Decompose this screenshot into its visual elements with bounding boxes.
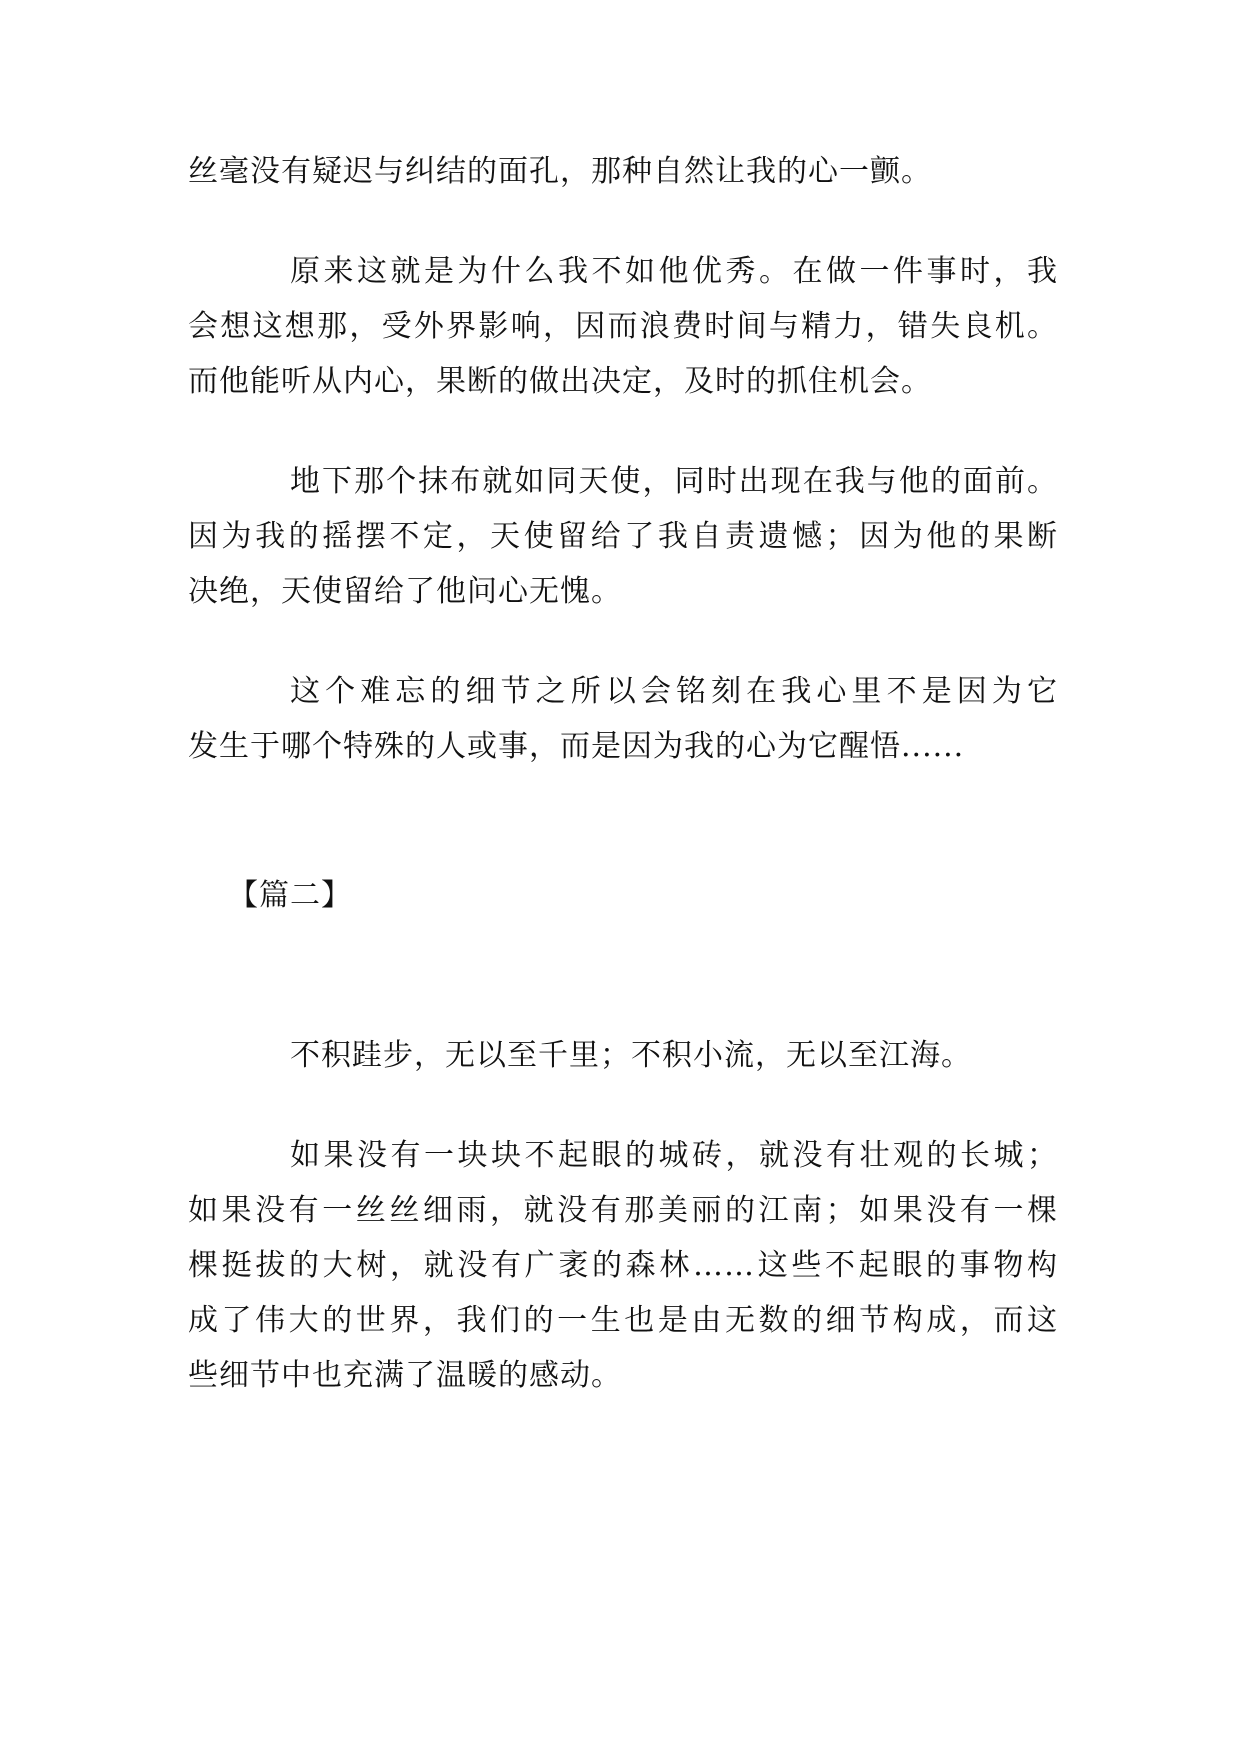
paragraph-line: 些细节中也充满了温暖的感动。 xyxy=(188,1358,622,1393)
paragraph-line: 而他能听从内心，果断的做出决定，及时的抓住机会。 xyxy=(188,364,932,399)
paragraph-line: 丝毫没有疑迟与纠结的面孔，那种自然让我的心一颤。 xyxy=(188,154,932,189)
paragraph-line: 成了伟大的世界，我们的一生也是由无数的细节构成，而这 xyxy=(188,1303,1058,1338)
paragraph-line: 如果没有一块块不起眼的城砖，就没有壮观的长城； xyxy=(290,1138,1058,1173)
paragraph-line: 如果没有一丝丝细雨，就没有那美丽的江南；如果没有一棵 xyxy=(188,1193,1058,1228)
paragraph-line: 决绝，天使留给了他问心无愧。 xyxy=(188,574,622,609)
paragraph-line: 发生于哪个特殊的人或事，而是因为我的心为它醒悟...... xyxy=(188,729,965,764)
paragraph-line: 棵挺拔的大树，就没有广袤的森林……这些不起眼的事物构 xyxy=(188,1248,1058,1283)
paragraph-line: 因为我的摇摆不定，天使留给了我自责遗憾；因为他的果断 xyxy=(188,519,1058,554)
paragraph-line: 会想这想那，受外界影响，因而浪费时间与精力，错失良机。 xyxy=(188,309,1058,344)
section-heading: 【篇二】 xyxy=(228,878,352,913)
paragraph-line: 不积跬步，无以至千里；不积小流，无以至江海。 xyxy=(290,1038,972,1073)
paragraph-line: 原来这就是为什么我不如他优秀。在做一件事时，我 xyxy=(290,254,1058,289)
paragraph-line: 地下那个抹布就如同天使，同时出现在我与他的面前。 xyxy=(290,464,1058,499)
paragraph-line: 这个难忘的细节之所以会铭刻在我心里不是因为它 xyxy=(290,674,1058,709)
